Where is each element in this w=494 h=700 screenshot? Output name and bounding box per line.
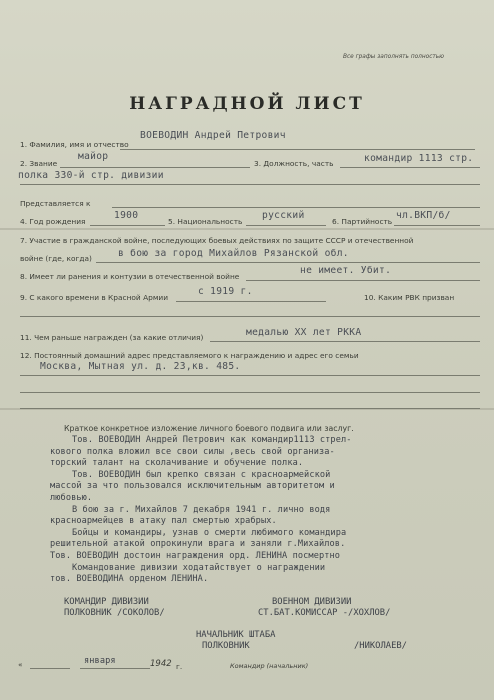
field-12-line-2 — [20, 392, 480, 393]
field-4-line — [90, 225, 165, 226]
footer-year-suffix: г. — [176, 662, 183, 671]
field-5-value: русский — [262, 210, 305, 221]
footer-month-line — [80, 668, 150, 669]
field-6-value: чл.ВКП/б/ — [396, 210, 451, 221]
field-2-line — [60, 167, 250, 168]
field-11-line — [210, 341, 480, 342]
field-8-label: 8. Имеет ли ранения и контузии в отечественной войне — [20, 272, 240, 281]
presented-line — [112, 207, 480, 208]
field-9-line — [176, 301, 326, 302]
summary-heading: Краткое конкретное изложение личного боевого подвига или заслуг. — [64, 424, 354, 433]
field-3-line — [340, 167, 480, 168]
footer-commander-label: Командир (начальник) — [230, 662, 309, 670]
footer-month: января — [84, 656, 116, 666]
field-11-value: медалью XX лет РККА — [246, 327, 362, 338]
field-8-value: не имеет. Убит. — [300, 265, 392, 276]
paper-fold — [0, 228, 494, 230]
field-12-value: Москва, Мытная ул. д. 23,кв. 485. — [40, 361, 241, 372]
summary-line: торский талант на сколачивание и обучение полка. — [50, 458, 304, 469]
field-9-value: с 1919 г. — [198, 286, 253, 297]
field-3-value-cont: полка 330-й стр. дивизии — [18, 170, 164, 181]
field-5-label: 5. Национальность — [168, 217, 243, 226]
field-11-label: 11. Чем раньше награжден (за какие отличия) — [20, 333, 204, 342]
summary-line: массой за что пользовался исключительным авторитетом и — [50, 481, 335, 492]
field-7-label-a: 7. Участие в гражданской войне, последующих боевых действиях по защите СССР и отечественной — [20, 236, 414, 245]
field-4-label: 4. Год рождения — [20, 217, 86, 226]
footer-year: 1942 — [150, 659, 172, 669]
field-1-line — [120, 149, 475, 150]
field-3-line-cont — [20, 184, 480, 185]
summary-line: тов. ВОЕВОДИНА орденом ЛЕНИНА. — [50, 574, 209, 585]
summary-line: Бойцы и командиры, узнав о смерти любимого командира — [72, 527, 347, 538]
field-8-line — [246, 280, 480, 281]
field-10-line — [20, 316, 480, 317]
field-5-line — [246, 225, 326, 226]
field-6-line — [394, 225, 480, 226]
note-top: Все графы заполнять полностью — [343, 54, 445, 60]
summary-line: Командование дивизии ходатайствует о награждении — [72, 562, 326, 573]
field-2-label: 2. Звание — [20, 159, 58, 168]
field-3-value: командир 1113 стр. — [364, 153, 474, 164]
presented-label: Представляется к — [20, 199, 91, 208]
signature-chief-of-staff-title: НАЧАЛЬНИК ШТАБА — [196, 630, 276, 640]
field-1-value: ВОЕВОДИН Андрей Петрович — [140, 130, 286, 141]
field-12-line-1 — [20, 375, 480, 376]
field-2-value: майор — [78, 151, 109, 162]
signature-division-commander-name: ПОЛКОВНИК /СОКОЛОВ/ — [64, 608, 165, 618]
field-10-label: 10. Каким РВК призван — [364, 293, 455, 302]
summary-line: Тов. ВОЕВОДИН Андрей Петрович как командир1113 стрел- — [72, 435, 352, 445]
field-7-line — [96, 262, 480, 263]
summary-line: красноармейцев в атаку пал смертью храбрых. — [50, 516, 277, 527]
field-12-label: 12. Постоянный домашний адрес представляемого к награждению и адрес его семьи — [20, 351, 359, 360]
summary-line: В бою за г. Михайлов 7 декабря 1941 г. лично водя — [72, 504, 331, 515]
field-7-label-b: войне (где, когда) — [20, 254, 92, 263]
signature-division-commander-title: КОМАНДИР ДИВИЗИИ — [64, 597, 149, 607]
summary-text — [50, 435, 490, 586]
field-9-label: 9. С какого времени в Красной Армии — [20, 293, 169, 302]
field-7-value: в бою за город Михайлов Рязанской обл. — [118, 248, 349, 259]
signature-chief-of-staff-name: /НИКОЛАЕВ/ — [354, 641, 407, 651]
signature-commissar-title: ВОЕННОМ ДИВИЗИИ — [272, 597, 352, 607]
field-6-label: 6. Партийность — [332, 217, 393, 226]
summary-line: любовью. — [50, 492, 93, 503]
field-3-label: 3. Должность, часть — [254, 159, 334, 168]
summary-line: кового полка вложил все свои силы ,весь свой организа- — [50, 446, 335, 457]
signature-chief-of-staff-rank: ПОЛКОВНИК — [202, 641, 250, 651]
summary-line: решительной атакой опрокинули врага и заняли г.Михайлов. — [50, 539, 346, 550]
summary-line: Тов. ВОЕВОДИН был крепко связан с красноармейской — [72, 469, 331, 480]
field-1-label: 1. Фамилия, имя и отчество — [20, 140, 129, 149]
field-4-value: 1900 — [114, 210, 139, 221]
summary-line: Тов. ВОЕВОДИН достоин награждения орд. ЛЕНИНА посмертно — [50, 550, 341, 561]
footer-quote-mark: « — [18, 660, 23, 669]
field-12-line-3 — [20, 408, 480, 409]
signature-commissar-name: СТ.БАТ.КОМИССАР -/ХОХЛОВ/ — [258, 608, 391, 618]
footer-day-line — [30, 668, 70, 669]
page-title: НАГРАДНОЙ ЛИСТ — [129, 94, 365, 114]
